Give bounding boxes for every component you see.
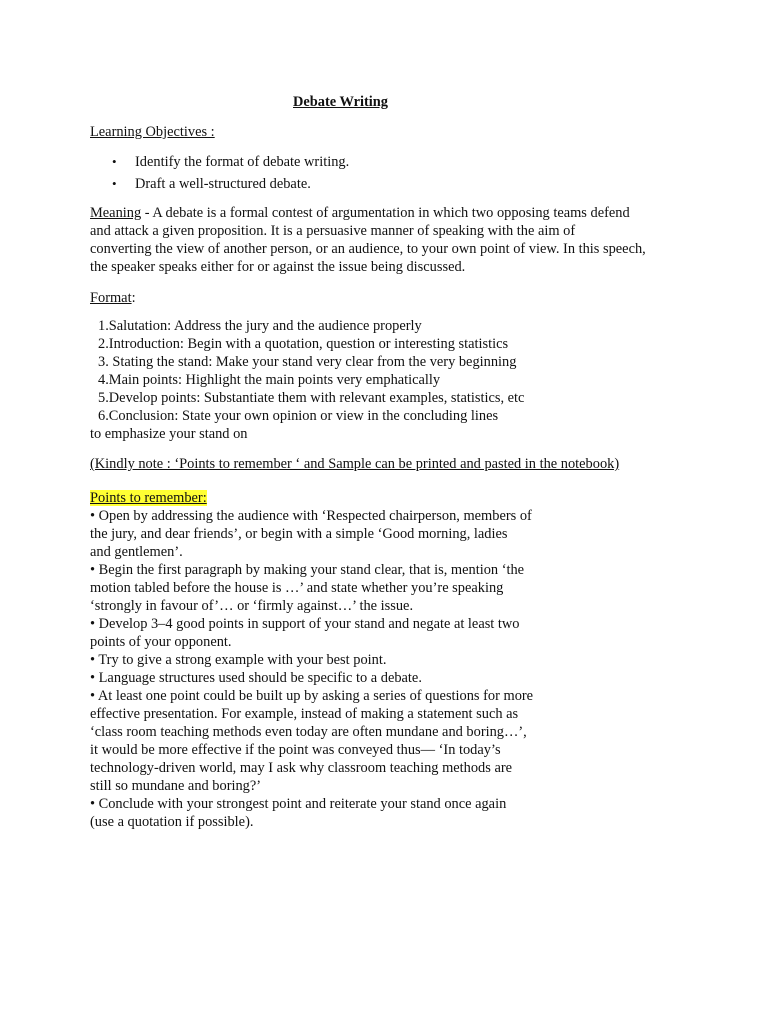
format-label: Format [90, 290, 132, 306]
points-line: • Conclude with your strongest point and reiterate your stand once again [90, 796, 507, 812]
points-line: points of your opponent. [90, 634, 232, 650]
points-heading-highlight: Points to remember: [90, 490, 207, 506]
objective-item: Draft a well-structured debate. [135, 176, 311, 192]
points-line: effective presentation. For example, instead of making a statement such as [90, 706, 519, 722]
document-title: Debate Writing [293, 94, 389, 110]
bullet-glyph: • [112, 176, 117, 191]
format-item: 4.Main points: Highlight the main points very emphatically [98, 372, 441, 388]
points-line: (use a quotation if possible). [90, 814, 254, 830]
meaning-label: Meaning [90, 205, 142, 221]
points-line: technology-driven world, may I ask why classroom teaching methods are [90, 760, 513, 776]
points-line: • Language structures used should be specific to a debate. [90, 670, 422, 686]
points-line: • Develop 3–4 good points in support of your stand and negate at least two [90, 616, 520, 632]
printing-note: (Kindly note : ‘Points to remember ‘ and Sample can be printed and pasted in the notebook) [90, 456, 620, 472]
meaning-paragraph-line: converting the view of another person, or an audience, to your own point of view. In this speech, [90, 241, 646, 257]
format-heading [90, 289, 136, 307]
points-line: the jury, and dear friends’, or begin with a simple ‘Good morning, ladies [90, 526, 508, 542]
meaning-paragraph-line: the speaker speaks either for or against the issue being discussed. [90, 259, 466, 275]
points-line: ‘class room teaching methods even today are often mundane and boring…’, [90, 724, 527, 740]
bullet-glyph: • [112, 154, 117, 169]
learning-objectives-heading: Learning Objectives : [90, 124, 215, 140]
points-line: • At least one point could be built up by asking a series of questions for more [90, 688, 534, 704]
points-line: still so mundane and boring?’ [90, 778, 262, 794]
points-line: • Begin the first paragraph by making your stand clear, that is, mention ‘the [90, 562, 525, 578]
points-line: ‘strongly in favour of’… or ‘firmly against…’ the issue. [90, 598, 414, 614]
format-item: 1.Salutation: Address the jury and the audience properly [98, 318, 422, 334]
format-item: 5.Develop points: Substantiate them with relevant examples, statistics, etc [98, 390, 525, 406]
points-heading [90, 489, 207, 507]
points-line: • Try to give a strong example with your best point. [90, 652, 387, 668]
format-item: 2.Introduction: Begin with a quotation, question or interesting statistics [98, 336, 509, 352]
meaning-paragraph-line: and attack a given proposition. It is a persuasive manner of speaking with the aim of [90, 223, 576, 239]
meaning-text: - A debate is a formal contest of argumentation in which two opposing teams defend [141, 205, 630, 221]
meaning-paragraph-line [90, 204, 630, 222]
format-item: 3. Stating the stand: Make your stand very clear from the very beginning [98, 354, 517, 370]
format-item: 6.Conclusion: State your own opinion or view in the concluding lines [98, 408, 499, 424]
format-continuation: to emphasize your stand on [90, 426, 248, 442]
points-line: it would be more effective if the point was conveyed thus— ‘In today’s [90, 742, 501, 758]
points-line: motion tabled before the house is …’ and state whether you’re speaking [90, 580, 504, 596]
points-line: and gentlemen’. [90, 544, 183, 560]
format-colon: : [131, 290, 136, 306]
points-line: • Open by addressing the audience with ‘Respected chairperson, members of [90, 508, 532, 524]
objective-item: Identify the format of debate writing. [135, 154, 350, 170]
